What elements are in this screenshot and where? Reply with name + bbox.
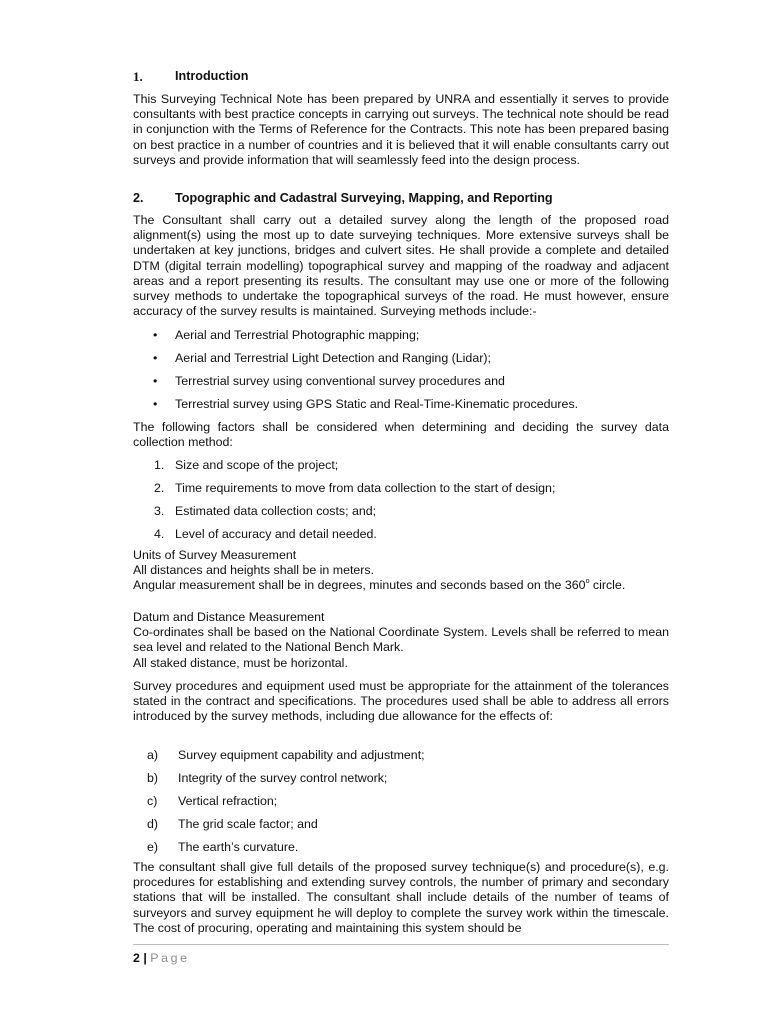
list-item-text: Vertical refraction; [178,794,278,808]
list-item [153,374,653,389]
list-item [147,840,647,855]
list-item [154,458,654,473]
list-marker: d) [147,817,159,831]
section-1-heading [133,69,248,85]
list-item [147,817,647,832]
bullet-marker: • [153,397,158,411]
units-heading: Units of Survey Measurement [133,548,297,562]
factors-list [154,458,654,542]
closing-paragraph: The consultant shall give full details of the proposed survey technique(s) and procedure(s), e.g. procedures for establishing and extending survey controls, the number of primary and secondary stations that will be installed. The consultant shall include details of the number of teams of surveyors and survey equipment he will deploy to complete the survey work within the timescale. The cost of procuring, operating and maintaining this system should be [133,860,669,935]
list-item [147,771,647,786]
section-2-number: 2. [133,191,144,205]
errors-list [147,748,647,855]
procedures-intro: Survey procedures and equipment used must be appropriate for the attainment of the tolerances stated in the contract and specifications. The procedures used shall be able to address all errors introduced by the survey methods, including due allowance for the effects of: [133,679,669,724]
list-marker: 2. [154,481,165,495]
list-item-text: Terrestrial survey using conventional survey procedures and [175,374,505,388]
list-marker: c) [147,794,158,808]
datum-block [133,610,669,671]
bullet-marker: • [153,351,158,365]
list-marker: e) [147,840,159,854]
bullet-marker: • [153,328,158,342]
list-item [153,397,653,412]
list-item-text: Integrity of the survey control network; [178,771,388,785]
section-1-number: 1. [133,69,143,84]
list-item-text: Level of accuracy and detail needed. [175,527,377,541]
degree-superscript: o [585,578,590,586]
page-number: 2 [133,951,140,965]
list-item [153,328,653,343]
list-marker: 3. [154,504,165,518]
list-marker: a) [147,748,159,762]
section-2-body: The Consultant shall carry out a detailed survey along the length of the proposed road alignment(s) using the most up to date surveying techniques. More extensive surveys shall be undertaken at key junctions, bridges and culvert sites. He shall provide a complete and detailed DTM (digital terrain modelling) topographical survey and mapping of the roadway and adjacent areas and a report presenting its results. The consultant may use one or more of the following survey methods to undertake the topographical surveys of the road. He must however, ensure accuracy of the survey results is maintained. Surveying methods include:- [133,213,669,319]
footer-separator: | [139,951,151,965]
section-1-title: Introduction [175,69,249,83]
list-item [154,481,654,496]
footer-divider [133,944,669,945]
list-marker: 1. [154,458,165,472]
list-item-text: Aerial and Terrestrial Photographic mapping; [175,328,420,342]
list-item-text: The grid scale factor; and [178,817,318,831]
list-item-text: Size and scope of the project; [175,458,339,472]
list-item [154,504,654,519]
units-line-1: All distances and heights shall be in meters. [133,563,375,578]
list-item-text: Time requirements to move from data collection to the start of design; [175,481,556,495]
datum-heading: Datum and Distance Measurement [133,610,325,624]
list-item-text: Survey equipment capability and adjustment; [178,748,425,762]
list-item [147,794,647,809]
survey-methods-list [153,328,653,412]
factors-intro: The following factors shall be considered when determining and deciding the survey data collection method: [133,420,669,450]
bullet-marker: • [153,374,158,388]
list-item [153,351,653,366]
page-footer [133,951,190,965]
page-label: Page [150,951,190,965]
datum-body: Co-ordinates shall be based on the National Coordinate System. Levels shall be referred to mean sea level and related to the National Bench Mark. [133,625,669,655]
list-marker: b) [147,771,159,785]
list-item-text: Aerial and Terrestrial Light Detection and Ranging (Lidar); [175,351,491,365]
list-item [154,527,654,542]
section-2-heading [133,191,553,205]
list-item-text: Estimated data collection costs; and; [175,504,377,518]
list-marker: 4. [154,527,165,541]
units-line-2: Angular measurement shall be in degrees, minutes and seconds based on the 360$^o$ circle. [133,578,626,593]
list-item [147,748,647,763]
section-2-title: Topographic and Cadastral Surveying, Mapping, and Reporting [175,191,553,205]
list-item-text: The earth’s curvature. [178,840,299,854]
list-item-text: Terrestrial survey using GPS Static and Real-Time-Kinematic procedures. [175,397,579,411]
units-block [133,548,669,594]
datum-line-2: All staked distance, must be horizontal. [133,655,348,670]
section-1-body: This Surveying Technical Note has been prepared by UNRA and essentially it serves to provide consultants with best practice concepts in carrying out surveys. The technical note should be read in conjunction with the Terms of Reference for the Contracts. This note has been prepared basing on best practice in a number of countries and it is believed that it will enable consultants carry out surveys and provide information that will seamlessly feed into the design process. [133,92,669,167]
